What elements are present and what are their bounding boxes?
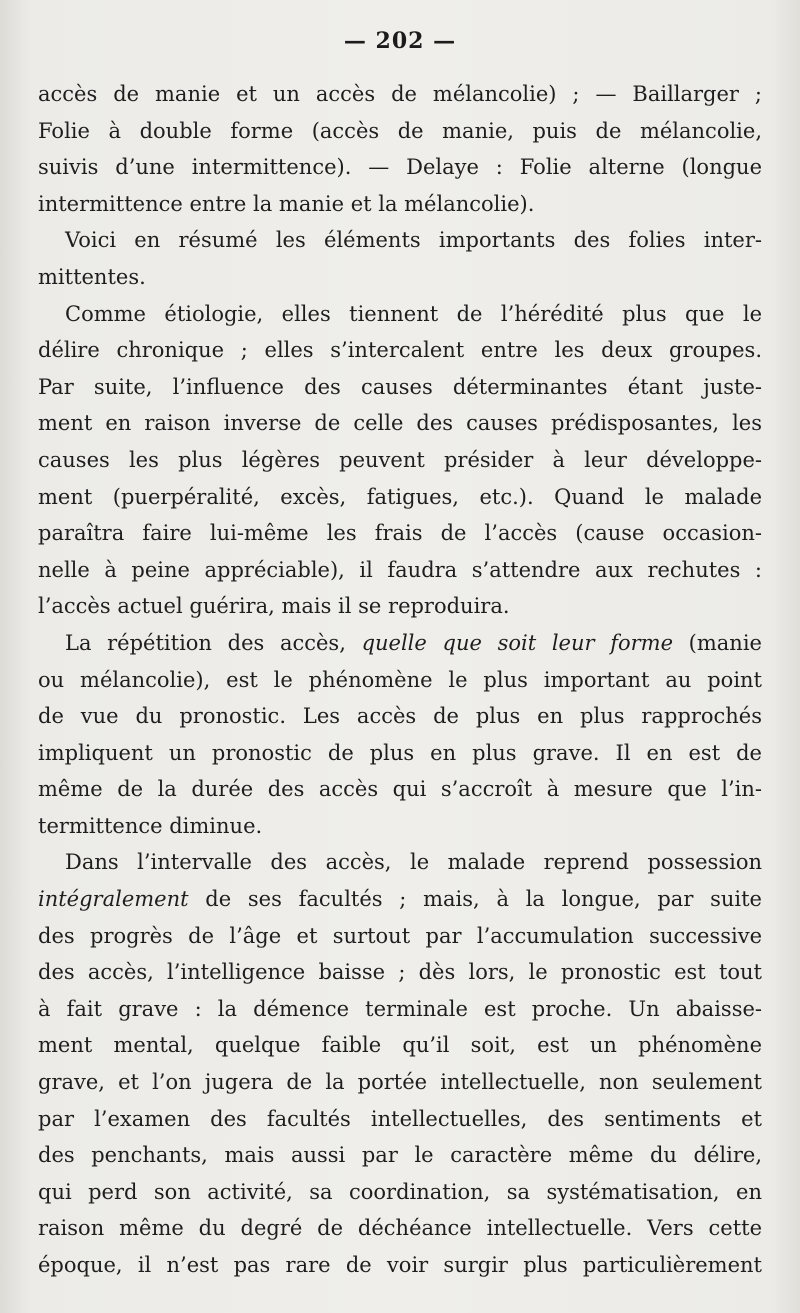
text-line: époque, il n’est pas rare de voir surgir plus particulièrement [38, 1253, 762, 1277]
text-line: ment (puerpéralité, excès, fatigues, etc.). Quand le malade [38, 484, 762, 509]
text-line: mittentes. [38, 264, 146, 289]
text-line: Par suite, l’influence des causes déterminantes étant juste- [38, 374, 762, 399]
text-line: de vue du pronostic. Les accès de plus en plus rapprochés [38, 704, 762, 729]
text-line: qui perd son activité, sa coordination, sa systématisation, en [38, 1179, 762, 1204]
text-line: termittence diminue. [38, 813, 263, 838]
text-line: impliquent un pronostic de plus en plus grave. Il en est de [38, 740, 762, 765]
body-text [38, 76, 762, 1284]
text-segment: de ses facultés ; mais, à la longue, par suite [188, 887, 762, 912]
italic-phrase: quelle que soit leur forme [361, 630, 673, 655]
text-line: suivis d’une intermittence). — Delaye : Folie alterne (longue [38, 155, 762, 180]
text-line: intermittence entre la manie et la mélancolie). [38, 191, 535, 216]
text-line: à fait grave : la démence terminale est proche. Un abaisse- [38, 996, 762, 1021]
text-line: Voici en résumé les éléments importants des folies inter- [65, 228, 762, 253]
text-line: Dans l’intervalle des accès, le malade reprend possession [65, 850, 762, 875]
text-line [38, 625, 762, 662]
text-line: ou mélancolie), est le phénomène le plus important au point [38, 667, 762, 692]
text-line: accès de manie et un accès de mélancolie) ; — Baillarger ; [38, 82, 762, 106]
text-line: raison même du degré de déchéance intellectuelle. Vers cette [38, 1216, 762, 1241]
text-line: des accès, l’intelligence baisse ; dès lors, le pronostic est tout [38, 960, 762, 985]
text-line: des progrès de l’âge et surtout par l’accumulation successive [38, 923, 762, 948]
italic-phrase: intégralement [38, 887, 189, 912]
text-line: des penchants, mais aussi par le caractère même du délire, [38, 1143, 762, 1168]
text-line: ment en raison inverse de celle des causes prédisposantes, les [38, 411, 762, 436]
text-line: par l’examen des facultés intellectuelles, des sentiments et [38, 1106, 762, 1131]
page-number: — 202 — [343, 28, 457, 54]
text-line: ment mental, quelque faible qu’il soit, est un phénomène [38, 1033, 762, 1058]
text-line [38, 881, 762, 918]
text-line: Folie à double forme (accès de manie, puis de mélancolie, [38, 118, 762, 143]
text-line: causes les plus légères peuvent présider à leur développe- [38, 447, 762, 472]
text-line: l’accès actuel guérira, mais il se reproduira. [38, 594, 510, 619]
text-line: grave, et l’on jugera de la portée intellectuelle, non seulement [38, 1070, 762, 1095]
text-line: même de la durée des accès qui s’accroît à mesure que l’in- [38, 777, 762, 802]
text-segment: La répétition des accès, [65, 630, 362, 655]
text-line: Comme étiologie, elles tiennent de l’hérédité plus que le [65, 301, 762, 326]
text-line: nelle à peine appréciable), il faudra s’attendre aux rechutes : [38, 557, 762, 582]
text-segment: (manie [673, 630, 762, 655]
text-line: paraîtra faire lui-même les frais de l’accès (cause occasion- [38, 521, 762, 546]
text-line: délire chronique ; elles s’intercalent entre les deux groupes. [38, 338, 762, 363]
